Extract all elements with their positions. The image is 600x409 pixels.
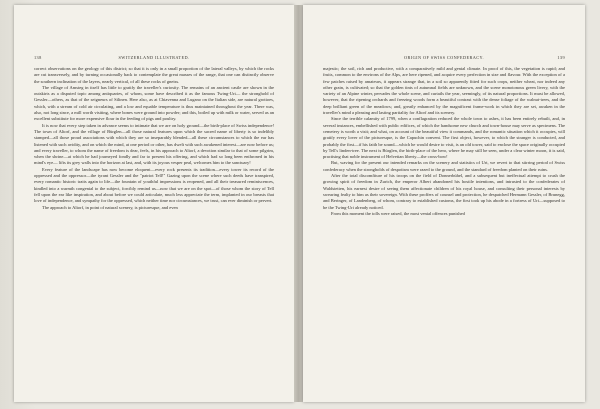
left-running-head — [34, 55, 274, 63]
right-paragraph-4: After the total discomfiture of his troops on the field of Donnerbühel, and a subsequent but ineffectual attempt to crush the growing spirit of freedom in Zurich, the emperor Albert abandoned his hostile intentions, and intrusted to the confederates of Waldstetten, his earnest desire of seeing them affectionate children of his royal house, and consulting their personal interests by swearing fealty to him as their sovereign. With these proffers of counsel and protection, he despatched Hermann Gessler, of Brunegg, and Beringer, of Landenberg, of whom, contrary to established customs, the first took up his abode in a fortress of Uri—supposed to be the Twing-Uri already noticed. — [323, 173, 565, 210]
right-running-title: ORIGIN OF SWISS CONFEDERACY. — [404, 55, 484, 60]
right-running-head — [323, 55, 565, 63]
book-gutter — [294, 5, 303, 402]
right-page-number: 139 — [557, 55, 565, 60]
left-text-block — [34, 66, 274, 211]
left-paragraph-3: It is now that every step taken in advance seems to intimate that we are on holy ground—the birth-place of Swiss independence! The town of Altorf, and the village of Bürglen—all those natural features upon which the sacred name of liberty is so indelibly stamped—all those proud associations with which they are so inseparably blended—all these circumstances to which the ear has listened with such avidity, and on which the mind, at one period or other, has dwelt with such awakened interest—are now before us; and every traveller, to whom the name of freedom is dear, feels, in his approach to Altorf, a devotion similar to that of some pilgrim, when the shrine—at which he had journeyed fondly and far to present his offering, and which had so long been enthroned in his mind's eye— lifts its grey walls into the horizon at last, and, with its joyous vesper peal, welcomes him to the sanctuary! — [34, 122, 274, 166]
right-paragraph-5: From this moment the tolls were raised, the most venial offences punished — [331, 210, 465, 216]
right-text-block — [323, 66, 565, 217]
right-page — [303, 5, 585, 402]
left-paragraph-4: Every feature of the landscape has now become eloquent—every rock presents its tradition—every tower its record of the oppressed and the oppressor—the tyrant Gessler and the "patriot Tell!" Gazing upon the scene where such deeds have transpired, every romantic historic traits again to life—the fountain of youthful impressions is reopened, and all their treasured reminiscences, kindled into a warmth congenial to the subject, forcibly remind us—now that we are on the spot—of those whom the story of Tell fell upon the ear like inspiration, and about before we could articulate, much less appreciate the term, implanted in our breasts that love of independence, and sympathy for the oppressed, which neither time nor circumstances, we trust, can ever diminish or pervert. — [34, 166, 274, 204]
right-paragraph-2: Since the terrible calamity of 1799, when a conflagration reduced the whole town to ashes, it has been entirely rebuilt, and, in several instances, embellished with public edifices, of which the handsome new church and town-house may serve as specimens. The cemetery is worth a visit; and what, on account of the beautiful view it commands, and the romantic situation which it occupies, will gratify every lover of the picturesque, is the Capuchin convent. The first object, however, to which the stranger is conducted, and probably the first—if his faith be sound—which he would desire to visit, is an old tower, said to enclose the space originally occupied by Tell's linden-tree. The next is Bürglen, the birth-place of the hero, where he may still be seen, under a clear winter moon, it is said, practising that noble instrument of Helvetian liberty—the cross-bow! — [323, 116, 565, 160]
left-running-title: SWITZERLAND ILLUSTRATED. — [118, 55, 190, 60]
left-paragraph-5: The approach to Altorf, in point of natural scenery, is picturesque, and even — [42, 204, 178, 210]
left-page — [14, 5, 294, 402]
right-paragraph-3: But, waving for the present our intended remarks on the scenery and statistics of Uri, we revert to that stirring period of Swiss confederacy when the strongholds of despotism were razed to the ground, and the standard of freedom planted on their ruins. — [323, 160, 565, 172]
right-paragraph-1: majestic; the soil, rich and productive, with a comparatively mild and genial climate. In proof of this, the vegetation is rapid; and fruits, common to the environs of the Alps, are here ripened, and acquire every perfection in size and flavour. With the exception of a few patches raised by amateurs, it appears strange that, in a soil so apparently fitted for such crops, neither wheat, nor indeed any other grain, is cultivated; so that the golden tints of autumnal fields are unknown, and the scene monotonous green livery, with the variety of an Alpine winter, pervades the whole scene, and curtails the year, seemingly, of its natural proportions. It must be allowed, however, that the ripening orchards and freezing woods form a beautiful contrast with the dense foliage of the walnut-trees, and the deep brilliant green of the meadows; and, greatly enhanced by the magnificent frame-work in which they are set, awaken in the traveller's mind a pleasing and lasting partiality for Altorf and its scenery. — [323, 66, 565, 116]
left-paragraph-1: correct observations on the geology of this district; so that it is only in a small proportion of the lateral valleys, by which the rocks are cut transversely, and by turning occasionally back to contemplate the great masses of the range, that one can distinctly observe the southern inclination of the layers, nearly vertical, of all these rocks of gneiss. — [34, 66, 274, 84]
left-paragraph-2: The village of Amsteg in itself has little to gratify the traveller's curiosity. The remains of an ancient castle are shown in the outskirts as a disputed topic among antiquaries, of whom, some have described it as the famous Twing-Uri— the stronghold of Gessler—others, as that of the seigneurs of Silinen. Here also, as at Chiavenna and Lugano on the Italian side, are natural grottoes, which, with a stream of cold air circulating, and a low and equable temperature is thus maintained throughout the year. There was, also, not long since, a mill worth visiting, where bones were ground into powder; and this, boiled up with milk or water, served as an excellent substitute for more expensive flour in the feeding of pigs and poultry. — [34, 84, 274, 122]
left-page-number: 138 — [34, 55, 42, 60]
